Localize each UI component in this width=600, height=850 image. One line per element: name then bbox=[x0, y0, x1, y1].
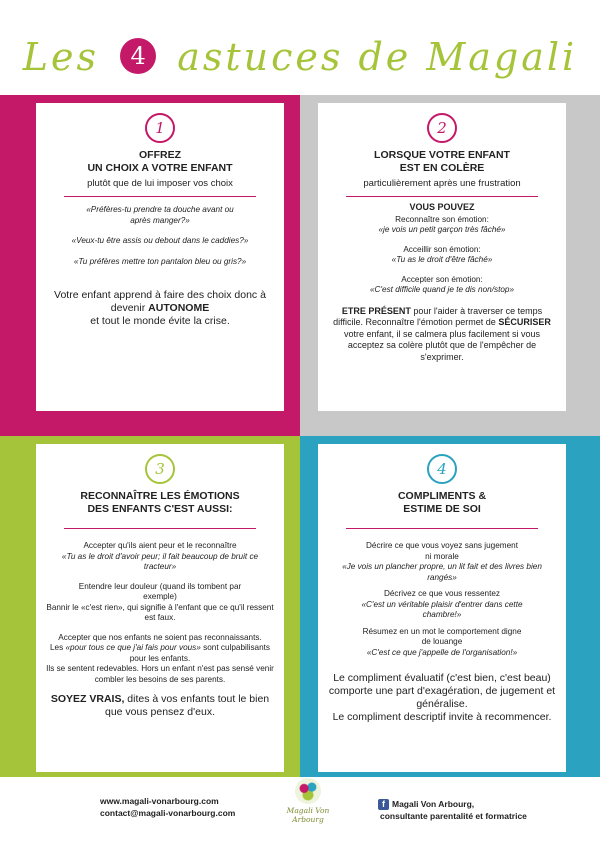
example-1: «Préfères-tu prendre ta douche avant ou après manger?» bbox=[86, 205, 234, 225]
card-4-number: 4 bbox=[427, 454, 457, 484]
card-1-heading-1: OFFREZ bbox=[139, 149, 181, 161]
card-1-heading-2: UN CHOIX A VOTRE ENFANT bbox=[87, 162, 233, 174]
item-1-label: Reconnaître son émotion: bbox=[395, 214, 489, 224]
item-2-label: Acceillir son émotion: bbox=[403, 244, 481, 254]
title-suffix: astuces de Magali bbox=[177, 35, 578, 79]
closing-bold: SOYEZ VRAIS, bbox=[50, 693, 125, 705]
footer-author bbox=[378, 798, 527, 822]
website-link[interactable]: www.magali-vonarbourg.com bbox=[100, 796, 219, 806]
card-3-heading-1: RECONNAÎTRE LES ÉMOTIONS bbox=[80, 490, 240, 502]
c4-closing-a: Le compliment évaluatif (c'est bien, c'est beau) comporte une part d'exagération, de jugement et généralise. bbox=[328, 672, 556, 710]
card-1-subheading: plutôt que de lui imposer vos choix bbox=[87, 178, 233, 189]
email-link[interactable]: contact@magali-vonarbourg.com bbox=[100, 808, 236, 818]
card-2-number: 2 bbox=[427, 113, 457, 143]
c3-p1-text: Accepter qu'ils aient peur et le reconnaître bbox=[83, 541, 237, 550]
item-3-label: Accepter son émotion: bbox=[401, 274, 483, 284]
card-2-closing bbox=[328, 306, 556, 364]
quadrant-1 bbox=[0, 95, 300, 436]
closing-text: dites à vos enfants tout le bien que vous pensez d'eux. bbox=[105, 693, 270, 718]
c3-p3-c: Ils se sentent redevables. Hors un enfant n'est pas sensé venir combler les besoins de ses parents. bbox=[46, 664, 274, 684]
tree-icon bbox=[295, 778, 321, 804]
divider bbox=[64, 196, 256, 197]
can-title: VOUS POUVEZ bbox=[409, 202, 475, 212]
facebook-icon[interactable]: f bbox=[378, 799, 389, 810]
c3-p1-quote: «Tu as le droit d'avoir peur; il fait beaucoup de bruit ce tracteur» bbox=[61, 551, 259, 571]
c3-p3-b bbox=[46, 643, 274, 664]
conclusion-text-a: Votre enfant apprend à faire des choix donc à devenir bbox=[54, 289, 266, 314]
footer-contact bbox=[100, 795, 235, 819]
divider bbox=[64, 528, 256, 529]
c4-closing-b: Le compliment descriptif invite à recommencer. bbox=[332, 711, 552, 723]
c3-p2-text: Entendre leur douleur (quand ils tombent par exemple) bbox=[78, 581, 242, 601]
closing-bold-2: SÉCURISER bbox=[498, 317, 551, 327]
c4-item-3-quote: «C'est ce que j'appelle de l'organisation!» bbox=[366, 647, 518, 657]
divider bbox=[346, 528, 538, 529]
closing-text-2: votre enfant, il se calmera plus facilement si vous acceptez sa colère plutôt que de l'empêcher de s'exprimer. bbox=[343, 328, 541, 362]
c4-item-2-quote: «C'est un véritable plaisir d'entrer dans cette chambre!» bbox=[361, 599, 523, 619]
title-prefix: Les bbox=[22, 35, 100, 79]
page-title bbox=[0, 30, 600, 84]
author-role: consultante parentalité et formatrice bbox=[380, 811, 527, 822]
card-4-heading-1: COMPLIMENTS & bbox=[397, 490, 487, 502]
c3-p3-b-pre: Les bbox=[49, 643, 64, 652]
closing-bold-1: ETRE PRÉSENT bbox=[341, 305, 411, 316]
example-2: «Veux-tu être assis ou debout dans le caddies?» bbox=[71, 236, 249, 245]
logo bbox=[278, 778, 338, 824]
c3-p2-text-b: Bannir le «c'est rien», qui signifie à l'enfant que ce qu'il ressent est faux. bbox=[46, 602, 274, 622]
item-3-quote: «C'est difficile quand je te dis non/stop» bbox=[369, 285, 515, 294]
card-3-number: 3 bbox=[145, 454, 175, 484]
card-2-subheading: particulièrement après une frustration bbox=[363, 178, 521, 189]
item-2-quote: «Tu as le droit d'être fâché» bbox=[391, 255, 493, 264]
card-1-conclusion bbox=[46, 289, 274, 328]
c4-item-1-quote: «Je vois un plancher propre, un lit fait et des livres bien rangés» bbox=[342, 562, 542, 582]
c3-p3-b-post: sont culpabilisants pour les enfants. bbox=[129, 643, 271, 663]
title-number: 4 bbox=[120, 38, 156, 74]
card-1-number: 1 bbox=[145, 113, 175, 143]
logo-text: Magali Von Arbourg bbox=[286, 806, 330, 824]
example-3: «Tu préfères mettre ton pantalon bleu ou gris?» bbox=[73, 256, 247, 266]
conclusion-bold: AUTONOME bbox=[148, 302, 210, 314]
author-name: Magali Von Arbourg, bbox=[392, 799, 475, 809]
divider bbox=[346, 196, 538, 197]
c4-item-1-label: Décrire ce que vous voyez sans jugement ni morale bbox=[365, 541, 518, 561]
conclusion-text-b: et tout le monde évite la crise. bbox=[90, 315, 230, 327]
card-3-closing bbox=[46, 693, 274, 719]
c4-item-2-label: Décrivez ce que vous ressentez bbox=[383, 589, 501, 598]
quadrant-2 bbox=[300, 95, 600, 436]
card-2 bbox=[318, 103, 566, 411]
card-2-heading-2: EST EN COLÈRE bbox=[399, 162, 485, 174]
c3-p3-a: Accepter que nos enfants ne soient pas reconnaissants. bbox=[58, 632, 262, 642]
card-4 bbox=[318, 444, 566, 772]
c3-p3-b-quote: «pour tous ce que j'ai fais pour vous» bbox=[65, 643, 201, 652]
card-4-heading-2: ESTIME DE SOI bbox=[403, 503, 481, 515]
card-2-heading-1: LORSQUE VOTRE ENFANT bbox=[374, 149, 510, 161]
card-3-heading-2: DES ENFANTS C'EST AUSSI: bbox=[87, 503, 233, 515]
closing-text-1: pour l'aider à traverser ce temps difficile. Reconnaître l'émotion permet de bbox=[333, 305, 543, 327]
card-1 bbox=[36, 103, 284, 411]
quadrant-4 bbox=[300, 436, 600, 777]
item-1-quote: «je vois un petit garçon très fâché» bbox=[378, 225, 506, 234]
card-3 bbox=[36, 444, 284, 772]
quadrant-3 bbox=[0, 436, 300, 777]
c4-item-3-label: Résumez en un mot le comportement digne de louange bbox=[362, 626, 522, 646]
